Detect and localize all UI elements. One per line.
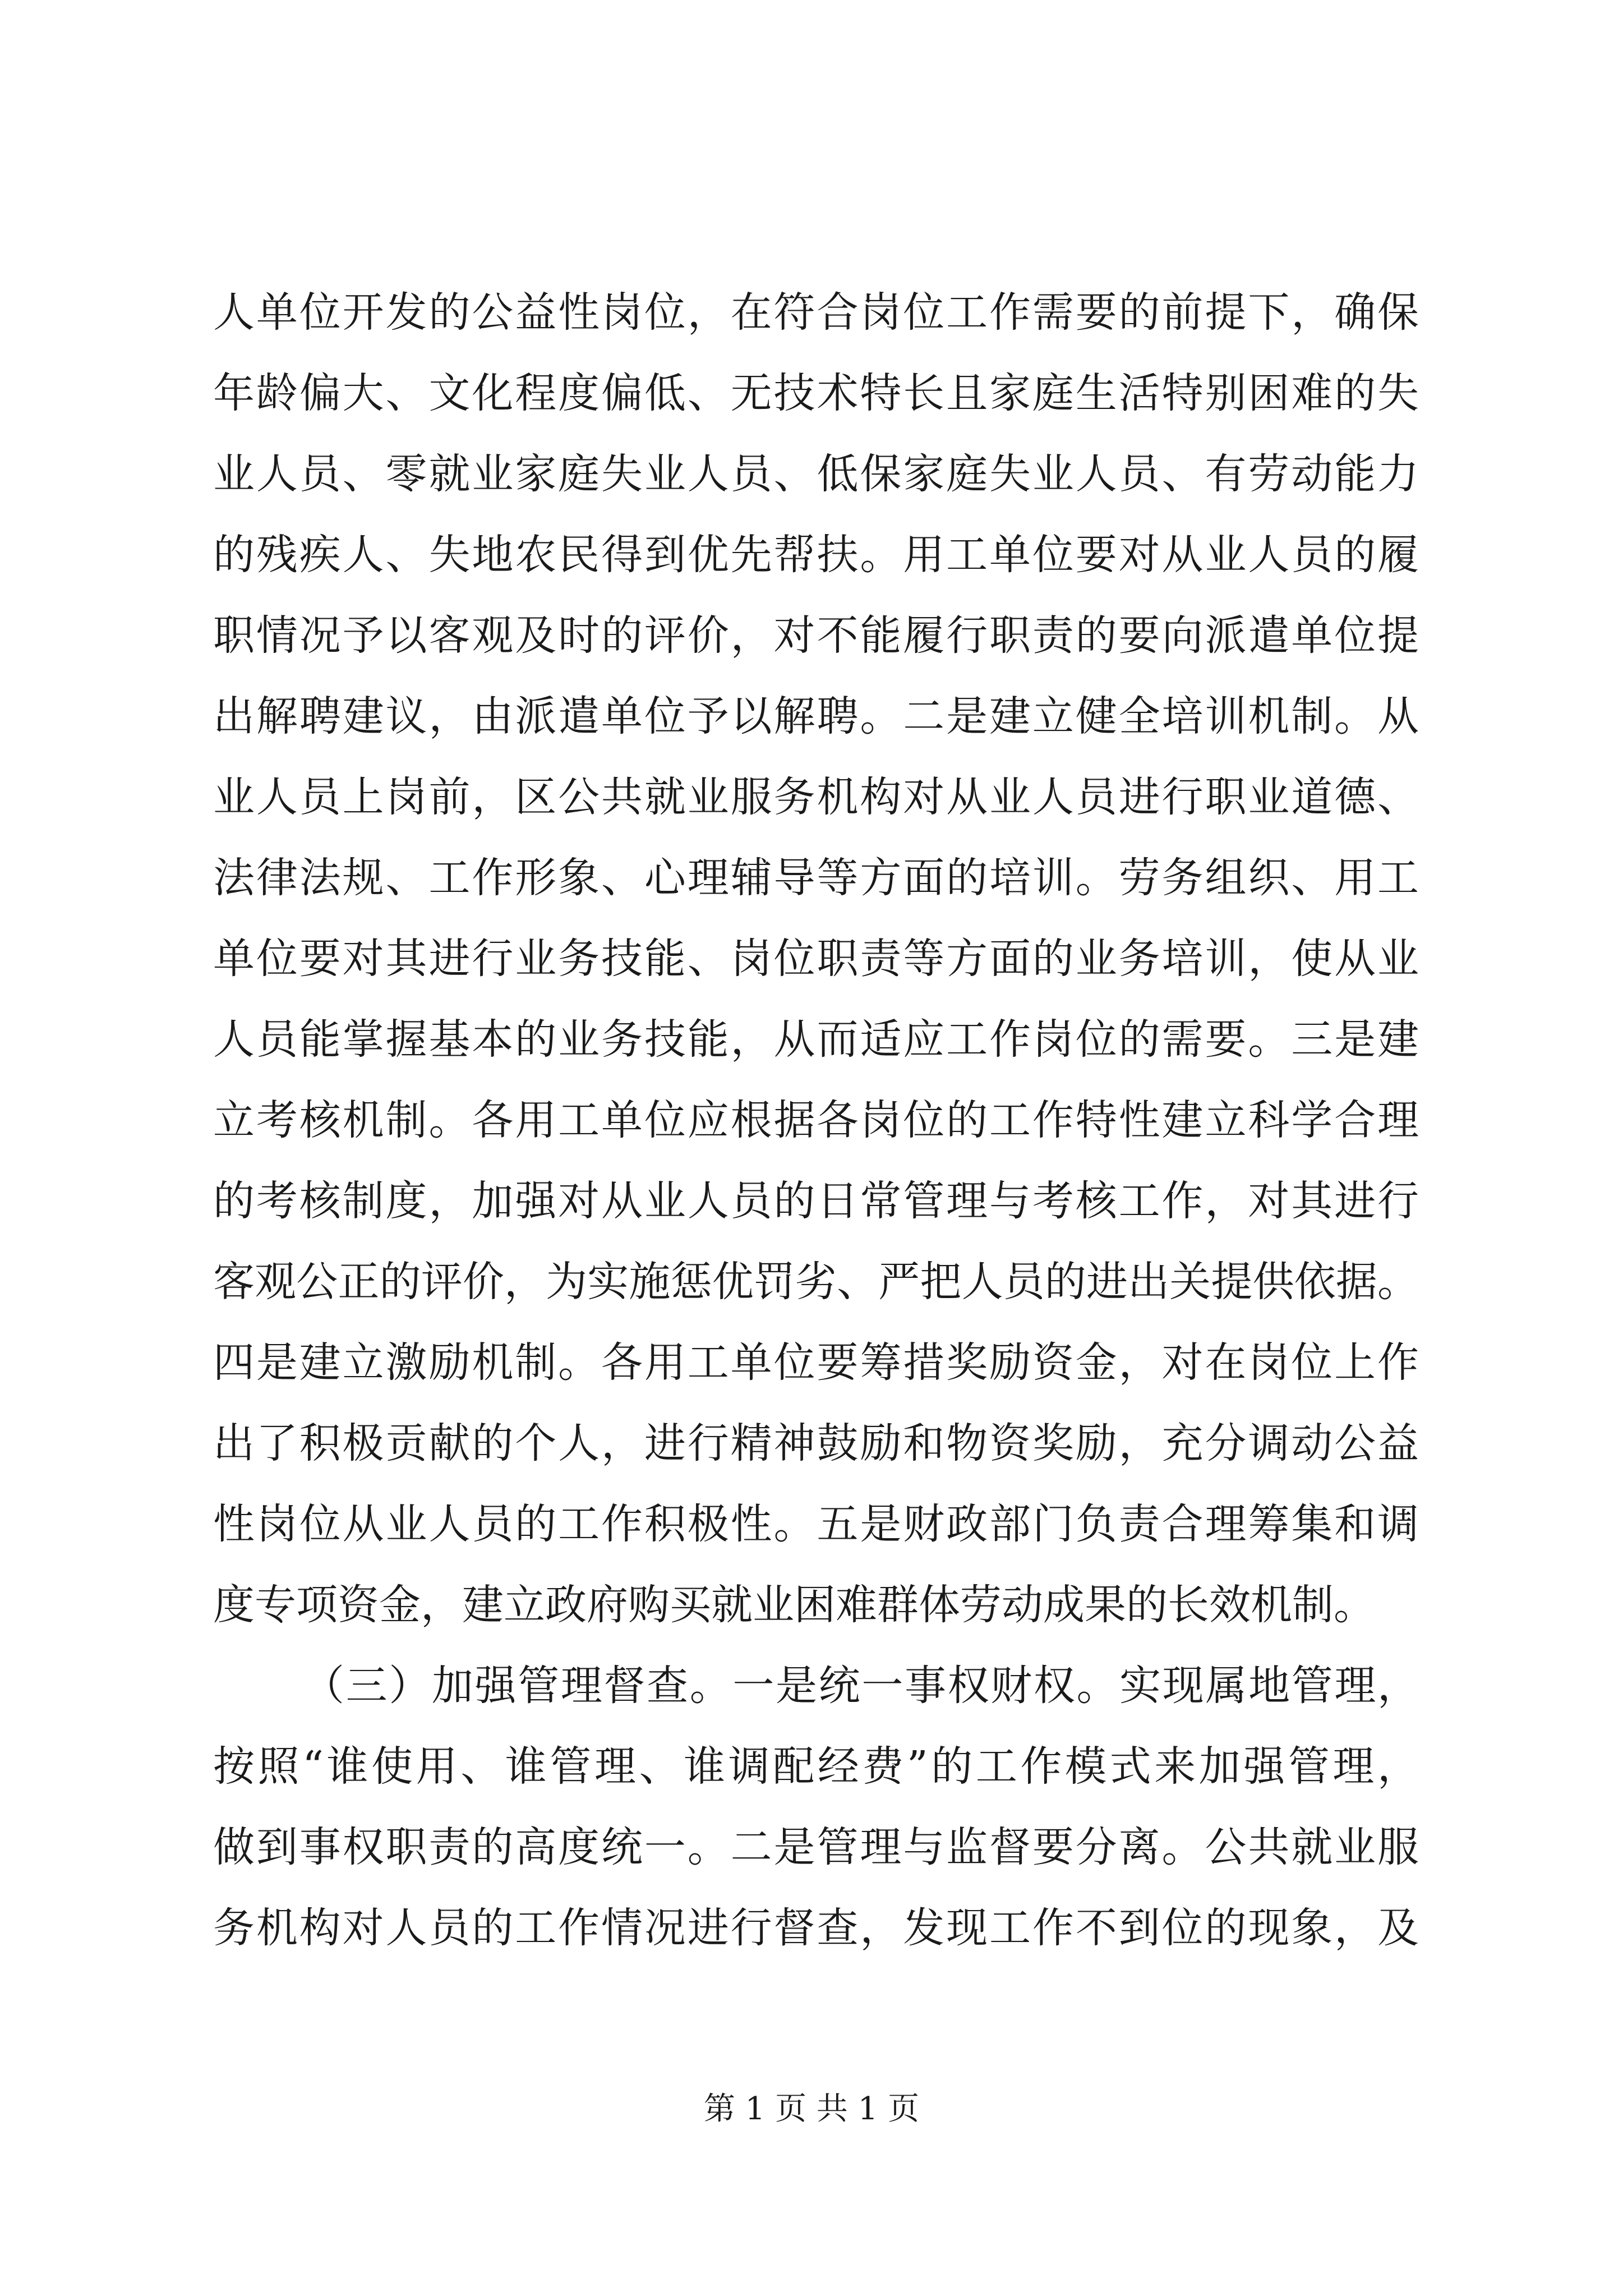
text-line: 职情况予以客观及时的评价，对不能履行职责的要向派遣单位提: [213, 611, 1419, 660]
text-line: 人单位开发的公益性岗位，在符合岗位工作需要的前提下，确保: [213, 288, 1419, 337]
section-heading-line: （三）加强管理督查。一是统一事权财权。实现属地管理，: [303, 1662, 1419, 1710]
text-line: 务机构对人员的工作情况进行督查，发现工作不到位的现象，及: [213, 1904, 1419, 1952]
text-line: 业人员、零就业家庭失业人员、低保家庭失业人员、有劳动能力: [213, 450, 1419, 498]
text-line: 年龄偏大、文化程度偏低、无技术特长且家庭生活特别困难的失: [213, 369, 1419, 417]
text-line: 出了积极贡献的个人，进行精神鼓励和物资奖励，充分调动公益: [213, 1419, 1419, 1467]
text-line: 做到事权职责的高度统一。二是管理与监督要分离。公共就业服: [213, 1823, 1419, 1871]
text-line: 性岗位从业人员的工作积极性。五是财政部门负责合理筹集和调: [213, 1500, 1419, 1548]
text-line: 的考核制度，加强对从业人员的日常管理与考核工作，对其进行: [213, 1177, 1419, 1225]
page-number-label: 第 1 页 共 1 页: [703, 2091, 920, 2127]
text-line: 人员能掌握基本的业务技能，从而适应工作岗位的需要。三是建: [213, 1015, 1419, 1064]
text-line: 客观公正的评价，为实施惩优罚劣、严把人员的进出关提供依据。: [213, 1258, 1419, 1306]
text-line: 单位要对其进行业务技能、岗位职责等方面的业务培训，使从业: [213, 935, 1419, 983]
text-line: 四是建立激励机制。各用工单位要筹措奖励资金，对在岗位上作: [213, 1338, 1419, 1387]
text-line: 的残疾人、失地农民得到优先帮扶。用工单位要对从业人员的履: [213, 531, 1419, 579]
text-line: 按照“谁使用、谁管理、谁调配经费”的工作模式来加强管理，: [213, 1742, 1419, 1791]
text-line: 立考核机制。各用工单位应根据各岗位的工作特性建立科学合理: [213, 1096, 1419, 1144]
text-line: 出解聘建议，由派遣单位予以解聘。二是建立健全培训机制。从: [213, 692, 1419, 740]
text-line: 度专项资金，建立政府购买就业困难群体劳动成果的长效机制。: [213, 1581, 1375, 1629]
page-footer: [0, 2087, 1623, 2132]
text-line: 法律法规、工作形象、心理辅导等方面的培训。劳务组织、用工: [213, 854, 1419, 902]
body-text: [213, 272, 1419, 1968]
text-line: 业人员上岗前，区公共就业服务机构对从业人员进行职业道德、: [213, 773, 1419, 821]
